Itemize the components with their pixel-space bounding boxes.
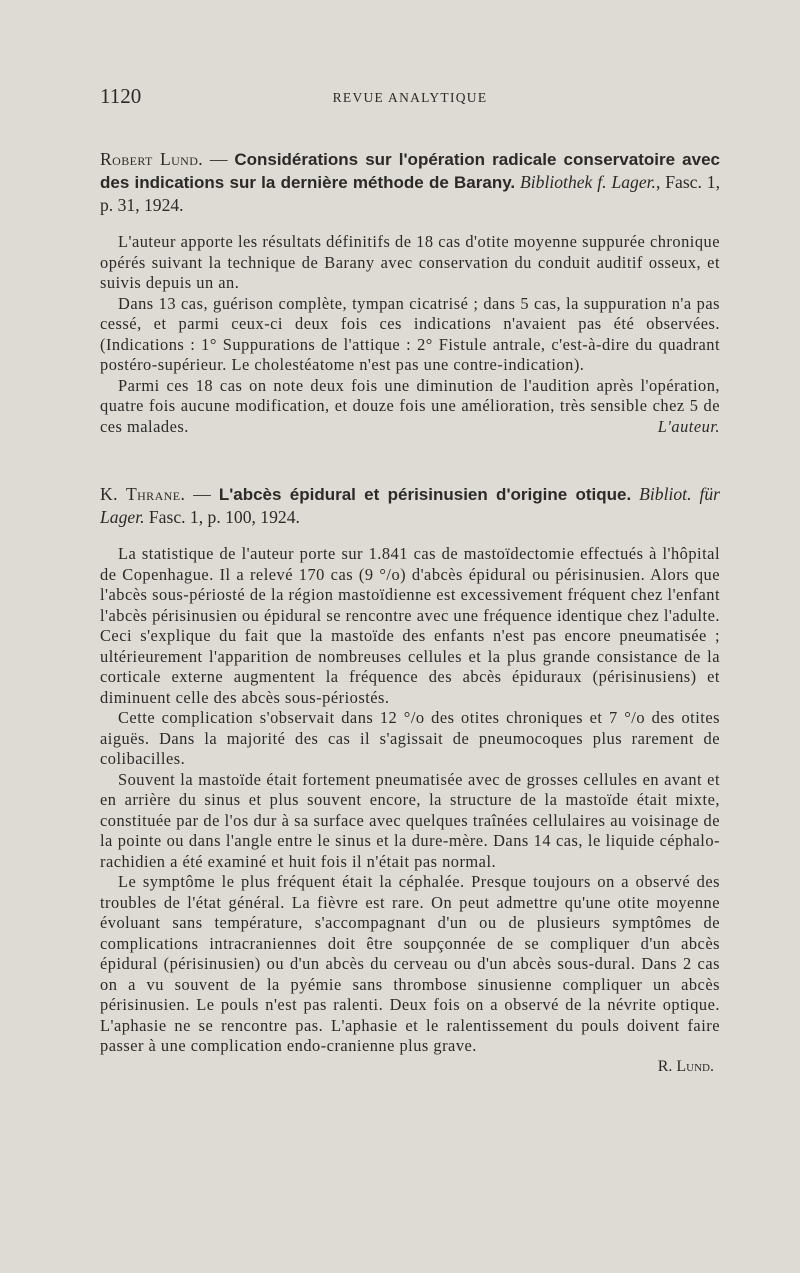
article-author: Robert Lund. bbox=[100, 149, 204, 169]
paragraph: L'auteur apporte les résultats définitifs de 18 cas d'otite moyenne suppurée chronique opérés suivant la technique de Barany avec conservation du conduit auditif osseux, et suivis depuis un an. bbox=[100, 232, 720, 292]
article-thrane bbox=[100, 483, 720, 1076]
paragraph: La statistique de l'auteur porte sur 1.841 cas de mastoïdectomie effectués à l'hôpital de Copenhague. Il a relevé 170 cas (9 °/o) d'abcès épidural ou périsinusien. Alors que l'abcès sous-périosté de la région mastoïdienne est excessivement fréquent chez l'enfant l'abcès périsinusien ou épidural se rencontre avec une fréquence identique chez l'adulte. Ceci s'explique du fait que la mastoïde des enfants n'est pas encore pneumatisée ; ultérieurement l'apparition de nombreuses cellules et la plus grande consistance de la corticale externe augmentent la fréquence des abcès épiduraux (périsinusiens) et diminuent celle des abcès sous-périostés. bbox=[100, 544, 720, 707]
article-source-journal: Bibliothek f. Lager. bbox=[520, 172, 656, 192]
paragraph-text: Parmi ces 18 cas on note deux fois une diminution de l'audition après l'opération, quatre fois aucune modification, et douze fois une amélioration, très sensible chez 5 de ces malades. bbox=[100, 375, 720, 436]
heading-dash: — bbox=[185, 484, 219, 504]
article-source-journal: Bibliot. für Lager. bbox=[100, 484, 720, 527]
article-signature: L'auteur. bbox=[657, 416, 720, 436]
article-heading bbox=[100, 483, 720, 528]
article-lund bbox=[100, 148, 720, 437]
article-source-details: , Fasc. 1, p. 31, 1924. bbox=[100, 172, 720, 215]
paragraph: Souvent la mastoïde était fortement pneumatisée avec de grosses cellules en avant et en arrière du sinus et plus souvent encore, la structure de la mastoïde était mixte, constituée par de l'os dur à sa surface avec quelques traînées cellulaires au voisinage de la pointe ou dans l'angle entre le sinus et la dure-mère. Dans 14 cas, le liquide céphalo-rachidien a été examiné et huit fois il n'était pas normal. bbox=[100, 769, 720, 871]
article-signature: R. Lund. bbox=[657, 1057, 714, 1075]
paragraph: Cette complication s'observait dans 12 °/o des otites chroniques et 7 °/o des otites aiguës. Dans la majorité des cas il s'agissait de pneumocoques plus rarement de colibacilles. bbox=[100, 708, 720, 768]
paragraph: Dans 13 cas, guérison complète, tympan cicatrisé ; dans 5 cas, la suppuration n'a pas cessé, et parmi ceux-ci deux fois ces indications n'avaient pas été observées. (Indications : 1° Suppurations de l'attique : 2° Fistule antrale, c'est-à-dire du quadrant postéro-supérieur. Le cholestéatome n'est pas une contre-indication). bbox=[100, 293, 720, 374]
article-title: Considérations sur l'opération radicale conservatoire avec des indications sur la dernière méthode de Barany. bbox=[100, 150, 720, 192]
article-source-details: Fasc. 1, p. 100, 1924. bbox=[144, 507, 300, 527]
article-body bbox=[100, 544, 720, 1076]
running-title: REVUE ANALYTIQUE bbox=[332, 90, 488, 105]
page-number: 1120 bbox=[100, 84, 142, 108]
article-title: L'abcès épidural et périsinusien d'origine otique. bbox=[218, 485, 632, 504]
heading-dash: — bbox=[203, 149, 235, 169]
paragraph: Le symptôme le plus fréquent était la céphalée. Presque toujours on a observé des troubles de l'état général. La fièvre est rare. On peut admettre qu'une otite moyenne évoluant sans température, s'accompagnant d'un ou de plusieurs symptômes de complications intracraniennes doit être soupçonnée de se compliquer d'un abcès épidural (périsinusien) ou d'un abcès du cerveau ou d'un abcès sous-dural. Dans 2 cas on a vu souvent de la pyémie sans thrombose sinusienne compliquer un abcès périsinusien. Le pouls n'est pas ralenti. Deux fois on a observé de la névrite optique. L'aphasie ne se rencontre pas. L'aphasie et le ralentissement du pouls doivent faire passer à une complication endo-cranienne plus grave. bbox=[100, 872, 720, 1055]
article-body bbox=[100, 232, 720, 437]
article-author: K. Thrane. bbox=[100, 484, 186, 504]
article-heading bbox=[100, 148, 720, 216]
page-header bbox=[100, 84, 720, 114]
paragraph bbox=[100, 376, 720, 438]
